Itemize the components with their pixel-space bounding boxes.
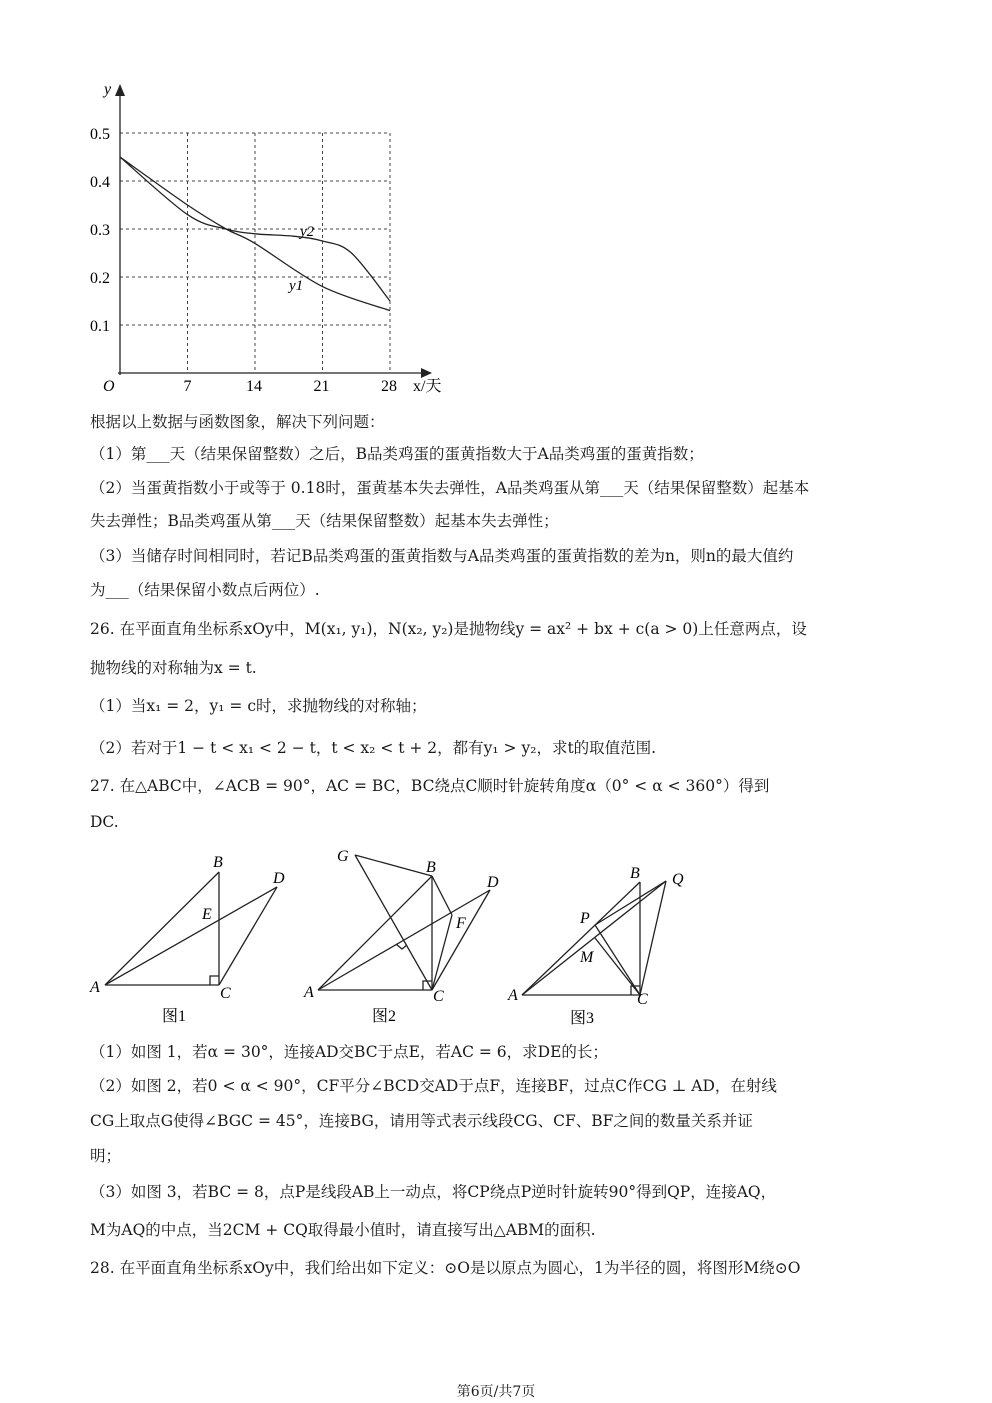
y-axis-arrow bbox=[115, 84, 125, 96]
fig2-label-f: F bbox=[456, 915, 466, 932]
y-tick-labels bbox=[90, 126, 110, 335]
fig3-label-a: A bbox=[508, 987, 518, 1004]
y-tick-label: 0.1 bbox=[90, 318, 110, 335]
fig2-label-a: A bbox=[304, 984, 314, 1001]
q26-stem-line1: 26. 在平面直角坐标系xOy中，M(x₁, y₁)，N(x₂, y₂)是抛物线y = ax² + bx + c(a > 0)上任意两点，设 bbox=[90, 620, 807, 638]
fig2-label-c: C bbox=[433, 988, 444, 1005]
x-axis-arrow bbox=[421, 368, 432, 378]
q25-part2-line1: （2）当蛋黄指数小于或等于 0.18时，蛋黄基本失去弹性，A品类鸡蛋从第___天（结果保留整数）起基本 bbox=[90, 479, 810, 497]
y-tick-label: 0.5 bbox=[90, 126, 110, 143]
graph-grid bbox=[120, 133, 390, 373]
q27-stem-line1: 27. 在△ABC中，∠ACB = 90°，AC = BC，BC绕点C顺时针旋转角度α（0° < α < 360°）得到 bbox=[90, 777, 770, 795]
q27-part3-line1: （3）如图 3，若BC = 8，点P是线段AB上一动点，将CP绕点P逆时针旋转90°得到QP，连接AQ， bbox=[90, 1183, 777, 1201]
fig2-label-g: G bbox=[337, 848, 349, 865]
fig1-label-d: D bbox=[273, 870, 285, 887]
q26-part1: （1）当x₁ = 2，y₁ = c时，求抛物线的对称轴； bbox=[90, 697, 427, 715]
fig1-label-a: A bbox=[90, 979, 100, 996]
intro-text: 根据以上数据与函数图象，解决下列问题： bbox=[90, 413, 385, 431]
y-tick-label: 0.3 bbox=[90, 222, 110, 239]
figure-1 bbox=[85, 848, 300, 1038]
q25-part3-line1: （3）当储存时间相同时，若记B品类鸡蛋的蛋黄指数与A品类鸡蛋的蛋黄指数的差为n，则n的最大值约 bbox=[90, 547, 794, 565]
q28-stem: 28. 在平面直角坐标系xOy中，我们给出如下定义：⊙O是以原点为圆心，1为半径的圆，将图形M绕⊙O bbox=[90, 1259, 801, 1277]
fig1-label-e: E bbox=[202, 906, 212, 923]
q27-part2-line1: （2）如图 2，若0 < α < 90°，CF平分∠BCD交AD于点F，连接BF，过点C作CG ⊥ AD，在射线 bbox=[90, 1077, 777, 1095]
q25-part3-line2: 为___（结果保留小数点后两位）. bbox=[90, 581, 320, 599]
fig3-label-q: Q bbox=[672, 871, 684, 888]
fig2-caption: 图2 bbox=[372, 1008, 397, 1025]
figure-2 bbox=[300, 840, 510, 1035]
fig3-label-c: C bbox=[637, 991, 648, 1008]
origin-label: O bbox=[103, 378, 115, 395]
x-tick-label: 14 bbox=[246, 378, 262, 395]
x-tick-label: 28 bbox=[381, 378, 397, 395]
y-axis-label: y bbox=[104, 81, 112, 98]
q26-part2: （2）若对于1 − t < x₁ < 2 − t，t < x₂ < t + 2，都有y₁ > y₂，求t的取值范围. bbox=[90, 739, 657, 757]
q27-stem-line2: DC. bbox=[90, 813, 119, 831]
curve-y2-label: y2 bbox=[300, 224, 315, 240]
figure-3 bbox=[500, 855, 700, 1035]
q27-part2-line2: CG上取点G使得∠BGC = 45°，连接BG，请用等式表示线段CG、CF、BF之间的数量关系并证 bbox=[90, 1112, 753, 1130]
q25-part2-line2: 失去弹性；B品类鸡蛋从第___天（结果保留整数）起基本失去弹性； bbox=[90, 512, 559, 530]
fig3-label-p: P bbox=[580, 910, 590, 927]
fig1-label-c: C bbox=[220, 985, 231, 1002]
fig3-label-b: B bbox=[630, 865, 640, 882]
y-tick-label: 0.4 bbox=[90, 174, 110, 191]
fig1-caption: 图1 bbox=[162, 1008, 187, 1025]
function-graph bbox=[80, 75, 460, 405]
fig3-caption: 图3 bbox=[570, 1010, 595, 1027]
fig2-label-d: D bbox=[487, 874, 499, 891]
page-footer: 第6页/共7页 bbox=[456, 1384, 536, 1400]
x-tick-label: 21 bbox=[313, 378, 330, 395]
q26-stem-line2: 抛物线的对称轴为x = t. bbox=[90, 659, 257, 677]
q27-part3-line2: M为AQ的中点，当2CM + CQ取得最小值时，请直接写出△ABM的面积. bbox=[90, 1221, 596, 1239]
q27-part2-line3: 明； bbox=[90, 1147, 122, 1165]
x-tick-label: 7 bbox=[183, 378, 192, 395]
curve-y1-label: y1 bbox=[289, 278, 304, 294]
x-axis-label: x/天 bbox=[413, 378, 442, 395]
y-tick-label: 0.2 bbox=[90, 270, 110, 287]
x-tick-labels bbox=[184, 378, 398, 395]
q27-part1: （1）如图 1，若α = 30°，连接AD交BC于点E，若AC = 6，求DE的长； bbox=[90, 1043, 608, 1061]
fig2-label-b: B bbox=[426, 859, 436, 876]
fig1-label-b: B bbox=[213, 854, 223, 871]
fig3-label-m: M bbox=[580, 949, 594, 966]
q25-part1: （1）第___天（结果保留整数）之后，B品类鸡蛋的蛋黄指数大于A品类鸡蛋的蛋黄指数； bbox=[90, 445, 704, 463]
